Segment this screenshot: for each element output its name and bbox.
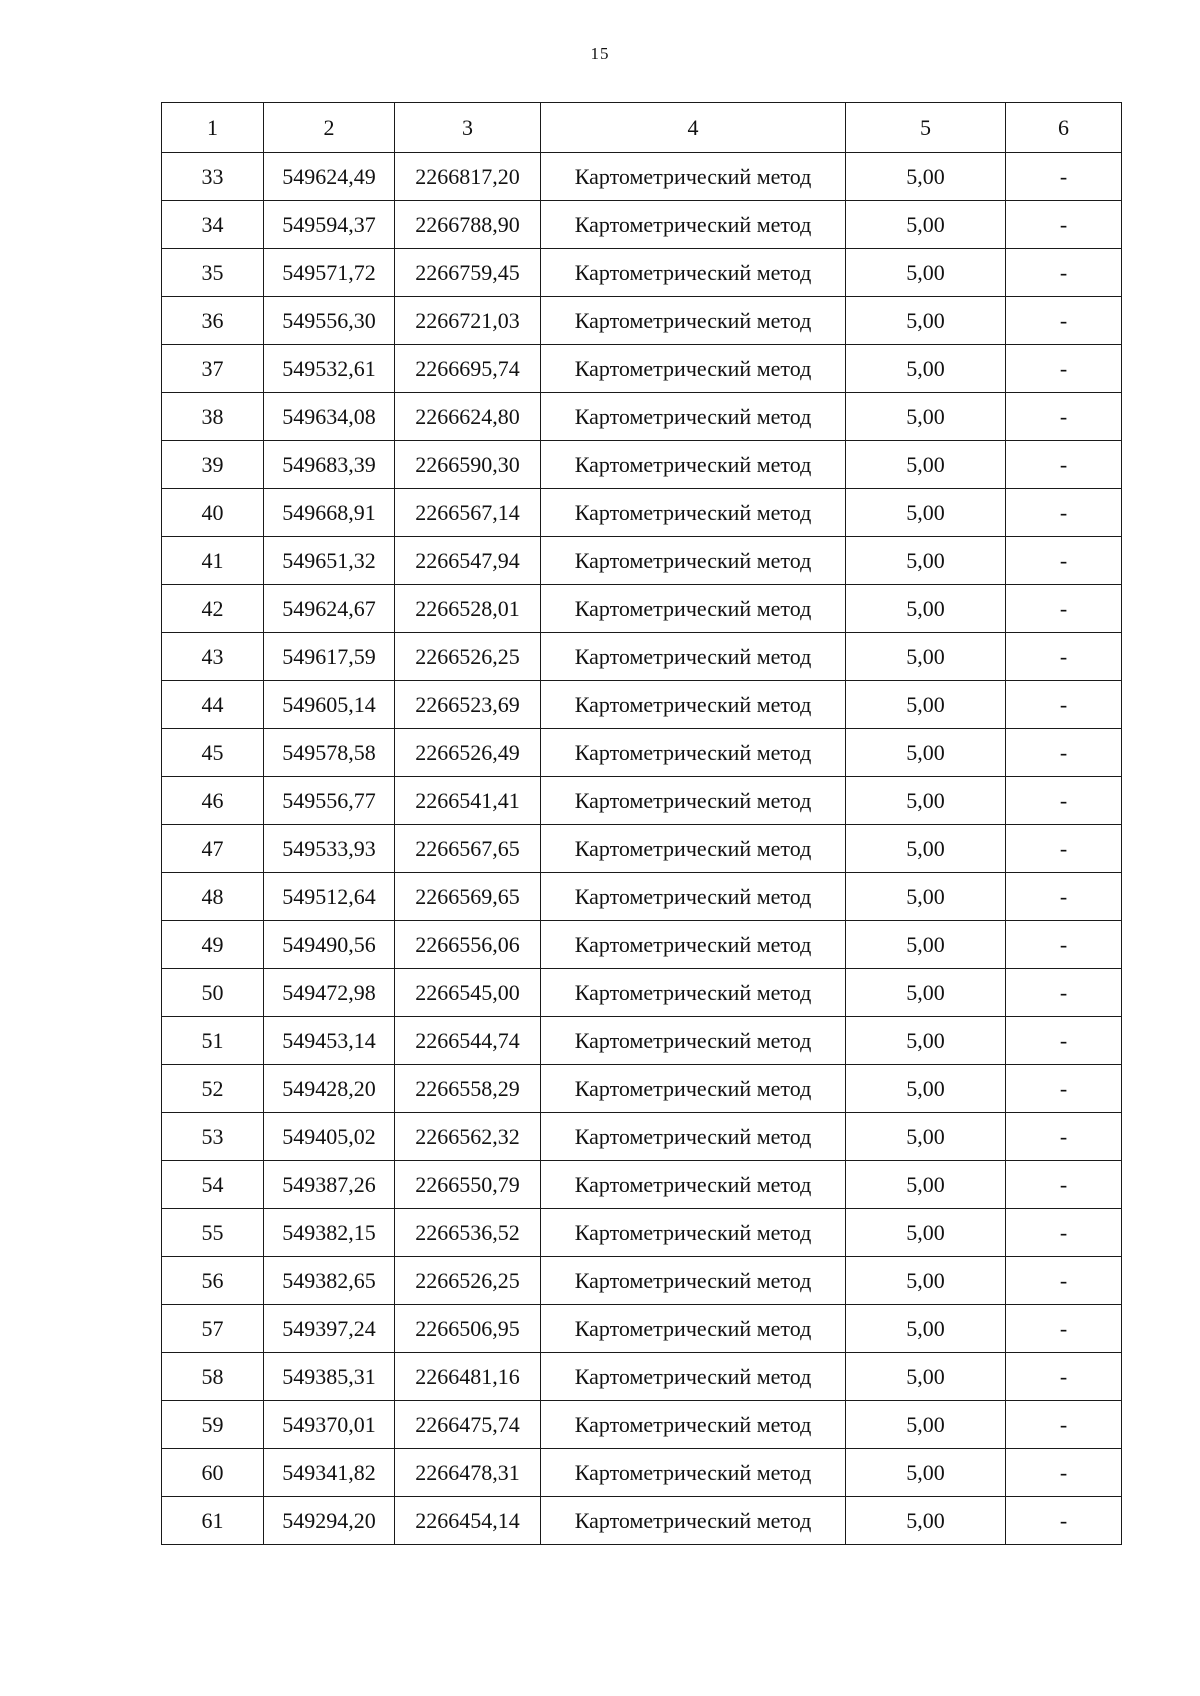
- cell-y-coordinate: 2266721,03: [395, 297, 541, 345]
- cell-description: -: [1006, 873, 1122, 921]
- cell-y-coordinate: 2266536,52: [395, 1209, 541, 1257]
- header-cell-point-number: 1: [162, 103, 264, 153]
- cell-accuracy: 5,00: [846, 1353, 1006, 1401]
- cell-y-coordinate: 2266695,74: [395, 345, 541, 393]
- cell-x-coordinate: 549341,82: [264, 1449, 395, 1497]
- cell-description: -: [1006, 297, 1122, 345]
- table-row: [162, 1065, 1122, 1113]
- cell-method: Картометрический метод: [541, 297, 846, 345]
- cell-x-coordinate: 549556,77: [264, 777, 395, 825]
- cell-point-number: 51: [162, 1017, 264, 1065]
- cell-description: -: [1006, 393, 1122, 441]
- cell-description: -: [1006, 153, 1122, 201]
- table-row: [162, 873, 1122, 921]
- cell-point-number: 41: [162, 537, 264, 585]
- cell-method: Картометрический метод: [541, 1305, 846, 1353]
- cell-accuracy: 5,00: [846, 393, 1006, 441]
- cell-accuracy: 5,00: [846, 1449, 1006, 1497]
- cell-y-coordinate: 2266526,25: [395, 633, 541, 681]
- cell-y-coordinate: 2266567,65: [395, 825, 541, 873]
- cell-y-coordinate: 2266550,79: [395, 1161, 541, 1209]
- cell-accuracy: 5,00: [846, 1161, 1006, 1209]
- table-row: [162, 633, 1122, 681]
- cell-method: Картометрический метод: [541, 585, 846, 633]
- cell-x-coordinate: 549533,93: [264, 825, 395, 873]
- cell-method: Картометрический метод: [541, 633, 846, 681]
- cell-method: Картометрический метод: [541, 921, 846, 969]
- cell-accuracy: 5,00: [846, 1017, 1006, 1065]
- cell-accuracy: 5,00: [846, 201, 1006, 249]
- cell-x-coordinate: 549382,65: [264, 1257, 395, 1305]
- cell-point-number: 35: [162, 249, 264, 297]
- cell-point-number: 45: [162, 729, 264, 777]
- cell-y-coordinate: 2266506,95: [395, 1305, 541, 1353]
- cell-description: -: [1006, 1017, 1122, 1065]
- cell-point-number: 38: [162, 393, 264, 441]
- table-row: [162, 297, 1122, 345]
- cell-description: -: [1006, 1401, 1122, 1449]
- cell-y-coordinate: 2266624,80: [395, 393, 541, 441]
- cell-method: Картометрический метод: [541, 681, 846, 729]
- cell-x-coordinate: 549428,20: [264, 1065, 395, 1113]
- cell-x-coordinate: 549453,14: [264, 1017, 395, 1065]
- cell-point-number: 58: [162, 1353, 264, 1401]
- table-body: [162, 153, 1122, 1545]
- table-row: [162, 489, 1122, 537]
- cell-method: Картометрический метод: [541, 489, 846, 537]
- cell-accuracy: 5,00: [846, 441, 1006, 489]
- cell-point-number: 48: [162, 873, 264, 921]
- cell-x-coordinate: 549370,01: [264, 1401, 395, 1449]
- cell-point-number: 39: [162, 441, 264, 489]
- cell-y-coordinate: 2266544,74: [395, 1017, 541, 1065]
- cell-accuracy: 5,00: [846, 633, 1006, 681]
- cell-description: -: [1006, 681, 1122, 729]
- cell-point-number: 55: [162, 1209, 264, 1257]
- cell-method: Картометрический метод: [541, 777, 846, 825]
- cell-description: -: [1006, 1065, 1122, 1113]
- cell-method: Картометрический метод: [541, 969, 846, 1017]
- cell-accuracy: 5,00: [846, 681, 1006, 729]
- cell-method: Картометрический метод: [541, 1065, 846, 1113]
- cell-description: -: [1006, 1257, 1122, 1305]
- table-row: [162, 825, 1122, 873]
- cell-x-coordinate: 549668,91: [264, 489, 395, 537]
- table-row: [162, 537, 1122, 585]
- table-row: [162, 1161, 1122, 1209]
- table-row: [162, 1209, 1122, 1257]
- cell-accuracy: 5,00: [846, 873, 1006, 921]
- cell-method: Картометрический метод: [541, 249, 846, 297]
- table-row: [162, 1353, 1122, 1401]
- cell-x-coordinate: 549387,26: [264, 1161, 395, 1209]
- table-row: [162, 729, 1122, 777]
- cell-point-number: 42: [162, 585, 264, 633]
- cell-description: -: [1006, 345, 1122, 393]
- cell-accuracy: 5,00: [846, 1497, 1006, 1545]
- cell-point-number: 54: [162, 1161, 264, 1209]
- cell-x-coordinate: 549578,58: [264, 729, 395, 777]
- table-row: [162, 1401, 1122, 1449]
- table-row: [162, 777, 1122, 825]
- cell-point-number: 40: [162, 489, 264, 537]
- cell-accuracy: 5,00: [846, 585, 1006, 633]
- cell-y-coordinate: 2266526,25: [395, 1257, 541, 1305]
- cell-y-coordinate: 2266590,30: [395, 441, 541, 489]
- cell-description: -: [1006, 1353, 1122, 1401]
- cell-y-coordinate: 2266556,06: [395, 921, 541, 969]
- cell-accuracy: 5,00: [846, 489, 1006, 537]
- cell-point-number: 57: [162, 1305, 264, 1353]
- cell-x-coordinate: 549605,14: [264, 681, 395, 729]
- cell-accuracy: 5,00: [846, 969, 1006, 1017]
- cell-point-number: 37: [162, 345, 264, 393]
- cell-description: -: [1006, 969, 1122, 1017]
- table-row: [162, 1449, 1122, 1497]
- cell-method: Картометрический метод: [541, 153, 846, 201]
- cell-x-coordinate: 549294,20: [264, 1497, 395, 1545]
- cell-x-coordinate: 549512,64: [264, 873, 395, 921]
- cell-y-coordinate: 2266523,69: [395, 681, 541, 729]
- header-cell-method: 4: [541, 103, 846, 153]
- cell-y-coordinate: 2266475,74: [395, 1401, 541, 1449]
- cell-point-number: 47: [162, 825, 264, 873]
- cell-description: -: [1006, 585, 1122, 633]
- cell-point-number: 56: [162, 1257, 264, 1305]
- cell-y-coordinate: 2266478,31: [395, 1449, 541, 1497]
- cell-method: Картометрический метод: [541, 1161, 846, 1209]
- cell-description: -: [1006, 201, 1122, 249]
- cell-description: -: [1006, 537, 1122, 585]
- cell-point-number: 52: [162, 1065, 264, 1113]
- cell-x-coordinate: 549683,39: [264, 441, 395, 489]
- cell-y-coordinate: 2266545,00: [395, 969, 541, 1017]
- table-row: [162, 585, 1122, 633]
- cell-description: -: [1006, 249, 1122, 297]
- cell-y-coordinate: 2266788,90: [395, 201, 541, 249]
- cell-accuracy: 5,00: [846, 1305, 1006, 1353]
- table-row: [162, 969, 1122, 1017]
- cell-y-coordinate: 2266481,16: [395, 1353, 541, 1401]
- cell-accuracy: 5,00: [846, 249, 1006, 297]
- table-row: [162, 393, 1122, 441]
- cell-description: -: [1006, 921, 1122, 969]
- cell-y-coordinate: 2266569,65: [395, 873, 541, 921]
- cell-method: Картометрический метод: [541, 1497, 846, 1545]
- cell-method: Картометрический метод: [541, 201, 846, 249]
- cell-accuracy: 5,00: [846, 345, 1006, 393]
- cell-point-number: 43: [162, 633, 264, 681]
- table-row: [162, 1113, 1122, 1161]
- cell-y-coordinate: 2266567,14: [395, 489, 541, 537]
- cell-x-coordinate: 549382,15: [264, 1209, 395, 1257]
- cell-method: Картометрический метод: [541, 537, 846, 585]
- cell-accuracy: 5,00: [846, 1257, 1006, 1305]
- table-row: [162, 1257, 1122, 1305]
- cell-y-coordinate: 2266541,41: [395, 777, 541, 825]
- cell-point-number: 59: [162, 1401, 264, 1449]
- cell-point-number: 49: [162, 921, 264, 969]
- cell-x-coordinate: 549397,24: [264, 1305, 395, 1353]
- table-row: [162, 249, 1122, 297]
- table-row: [162, 201, 1122, 249]
- table-row: [162, 153, 1122, 201]
- cell-method: Картометрический метод: [541, 1113, 846, 1161]
- cell-description: -: [1006, 777, 1122, 825]
- cell-point-number: 33: [162, 153, 264, 201]
- table-row: [162, 345, 1122, 393]
- table-row: [162, 681, 1122, 729]
- header-cell-y: 3: [395, 103, 541, 153]
- table-row: [162, 441, 1122, 489]
- cell-description: -: [1006, 1449, 1122, 1497]
- header-cell-description: 6: [1006, 103, 1122, 153]
- cell-description: -: [1006, 1305, 1122, 1353]
- cell-x-coordinate: 549405,02: [264, 1113, 395, 1161]
- cell-point-number: 50: [162, 969, 264, 1017]
- cell-method: Картометрический метод: [541, 393, 846, 441]
- cell-y-coordinate: 2266759,45: [395, 249, 541, 297]
- cell-method: Картометрический метод: [541, 1401, 846, 1449]
- coordinates-table: [161, 102, 1122, 1545]
- cell-x-coordinate: 549385,31: [264, 1353, 395, 1401]
- table-row: [162, 1017, 1122, 1065]
- cell-method: Картометрический метод: [541, 1209, 846, 1257]
- cell-accuracy: 5,00: [846, 153, 1006, 201]
- cell-accuracy: 5,00: [846, 297, 1006, 345]
- cell-point-number: 46: [162, 777, 264, 825]
- header-cell-x: 2: [264, 103, 395, 153]
- cell-x-coordinate: 549571,72: [264, 249, 395, 297]
- cell-method: Картометрический метод: [541, 1257, 846, 1305]
- cell-y-coordinate: 2266558,29: [395, 1065, 541, 1113]
- cell-description: -: [1006, 1113, 1122, 1161]
- cell-accuracy: 5,00: [846, 777, 1006, 825]
- cell-method: Картометрический метод: [541, 1017, 846, 1065]
- cell-accuracy: 5,00: [846, 537, 1006, 585]
- cell-x-coordinate: 549556,30: [264, 297, 395, 345]
- cell-point-number: 61: [162, 1497, 264, 1545]
- cell-x-coordinate: 549594,37: [264, 201, 395, 249]
- cell-point-number: 34: [162, 201, 264, 249]
- table-row: [162, 921, 1122, 969]
- cell-accuracy: 5,00: [846, 1113, 1006, 1161]
- cell-accuracy: 5,00: [846, 729, 1006, 777]
- cell-point-number: 53: [162, 1113, 264, 1161]
- cell-description: -: [1006, 489, 1122, 537]
- cell-y-coordinate: 2266454,14: [395, 1497, 541, 1545]
- cell-method: Картометрический метод: [541, 825, 846, 873]
- cell-accuracy: 5,00: [846, 1209, 1006, 1257]
- cell-description: -: [1006, 1161, 1122, 1209]
- cell-x-coordinate: 549624,49: [264, 153, 395, 201]
- cell-method: Картометрический метод: [541, 873, 846, 921]
- cell-point-number: 44: [162, 681, 264, 729]
- cell-x-coordinate: 549624,67: [264, 585, 395, 633]
- cell-method: Картометрический метод: [541, 441, 846, 489]
- page-number: 15: [590, 44, 610, 63]
- cell-description: -: [1006, 729, 1122, 777]
- cell-accuracy: 5,00: [846, 921, 1006, 969]
- cell-description: -: [1006, 633, 1122, 681]
- cell-x-coordinate: 549617,59: [264, 633, 395, 681]
- table-row: [162, 1497, 1122, 1545]
- cell-description: -: [1006, 1209, 1122, 1257]
- cell-method: Картометрический метод: [541, 729, 846, 777]
- cell-x-coordinate: 549634,08: [264, 393, 395, 441]
- header-cell-accuracy: 5: [846, 103, 1006, 153]
- cell-y-coordinate: 2266547,94: [395, 537, 541, 585]
- cell-description: -: [1006, 825, 1122, 873]
- cell-accuracy: 5,00: [846, 825, 1006, 873]
- cell-x-coordinate: 549490,56: [264, 921, 395, 969]
- cell-x-coordinate: 549651,32: [264, 537, 395, 585]
- cell-accuracy: 5,00: [846, 1401, 1006, 1449]
- cell-y-coordinate: 2266526,49: [395, 729, 541, 777]
- cell-point-number: 60: [162, 1449, 264, 1497]
- cell-x-coordinate: 549532,61: [264, 345, 395, 393]
- cell-method: Картометрический метод: [541, 1449, 846, 1497]
- cell-method: Картометрический метод: [541, 1353, 846, 1401]
- cell-description: -: [1006, 1497, 1122, 1545]
- table-row: [162, 1305, 1122, 1353]
- cell-method: Картометрический метод: [541, 345, 846, 393]
- cell-y-coordinate: 2266528,01: [395, 585, 541, 633]
- table-header-row: [162, 103, 1122, 153]
- cell-y-coordinate: 2266562,32: [395, 1113, 541, 1161]
- cell-point-number: 36: [162, 297, 264, 345]
- cell-accuracy: 5,00: [846, 1065, 1006, 1113]
- cell-x-coordinate: 549472,98: [264, 969, 395, 1017]
- cell-description: -: [1006, 441, 1122, 489]
- cell-y-coordinate: 2266817,20: [395, 153, 541, 201]
